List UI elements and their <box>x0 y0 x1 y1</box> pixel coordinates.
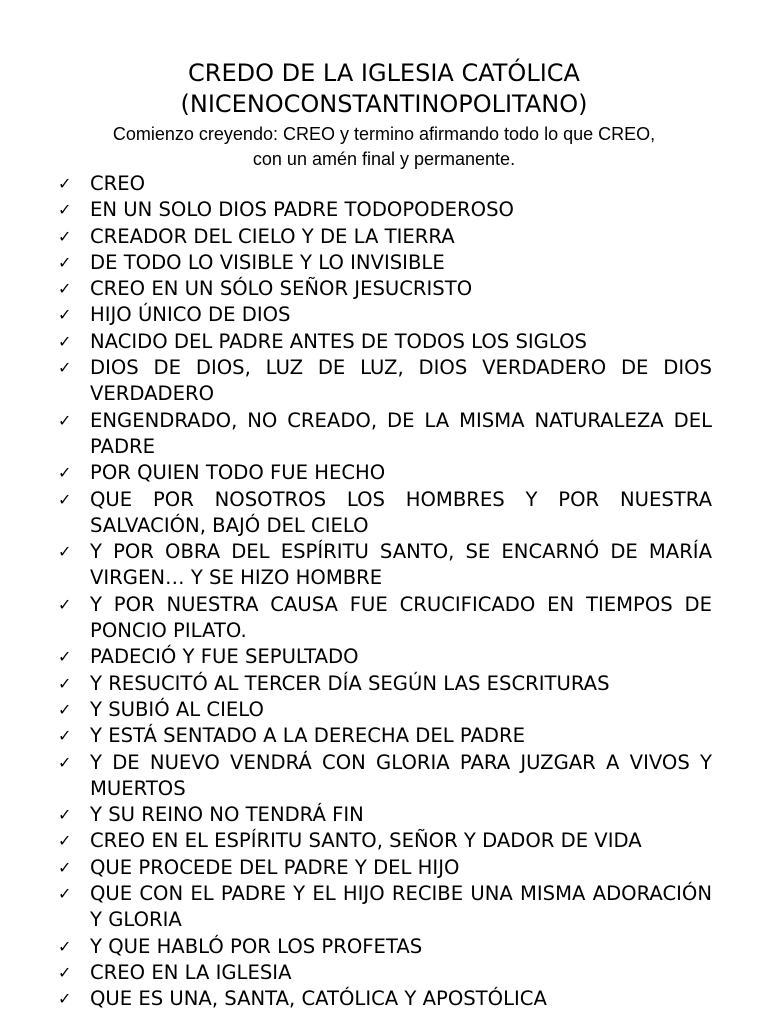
checklist-item-text: Y POR NUESTRA CAUSA FUE CRUCIFICADO EN TIEMPOS DE PONCIO PILATO. <box>90 592 712 643</box>
checklist-item <box>0 460 712 486</box>
checkmark-icon: ✓ <box>58 305 72 325</box>
checklist-item <box>0 539 712 592</box>
checkmark-icon: ✓ <box>58 358 72 378</box>
checklist-item-text: QUE POR NOSOTROS LOS HOMBRES Y POR NUESTRA SALVACIÓN, BAJÓ DEL CIELO <box>90 487 712 537</box>
checklist-item <box>0 934 712 960</box>
checklist-item-text: ENGENDRADO, NO CREADO, DE LA MISMA NATURALEZA DEL PADRE <box>90 408 712 458</box>
checklist-item-text: CREO EN EL ESPÍRITU SANTO, SEÑOR Y DADOR DE VIDA <box>90 829 642 853</box>
checklist-item-text: QUE ES UNA, SANTA, CATÓLICA Y APOSTÓLICA <box>90 987 547 1011</box>
checklist-item <box>0 302 712 328</box>
checkmark-icon: ✓ <box>58 331 72 351</box>
checklist-item-text: Y QUE HABLÓ POR LOS PROFETAS <box>90 934 423 958</box>
checklist-item <box>0 750 712 803</box>
checklist-item-text: DIOS DE DIOS, LUZ DE LUZ, DIOS VERDADERO DE DIOS VERDADERO <box>90 356 712 406</box>
checklist-item-text: HIJO ÚNICO DE DIOS <box>90 303 291 327</box>
checklist-item-text: Y RESUCITÓ AL TERCER DÍA SEGÚN LAS ESCRITURAS <box>90 671 610 695</box>
checklist-item-text: CREO EN UN SÓLO SEÑOR JESUCRISTO <box>90 277 473 301</box>
intro-text-line-1: Comienzo creyendo: CREO y termino afirmando todo lo que CREO, <box>112 124 656 144</box>
checkmark-icon: ✓ <box>58 673 72 693</box>
checklist-item-text: Y POR OBRA DEL ESPÍRITU SANTO, SE ENCARNÓ DE MARÍA VIRGEN… Y SE HIZO HOMBRE <box>90 540 712 590</box>
checkmark-icon: ✓ <box>58 805 72 825</box>
checkmark-icon: ✓ <box>58 489 72 509</box>
checklist-item <box>0 986 712 1012</box>
checkmark-icon: ✓ <box>58 647 72 667</box>
checkmark-icon: ✓ <box>58 699 72 719</box>
checkmark-icon: ✓ <box>58 884 72 904</box>
checkmark-icon: ✓ <box>58 279 72 299</box>
checklist-item <box>0 671 712 697</box>
checkmark-icon: ✓ <box>58 594 72 614</box>
checklist-item-text: QUE CON EL PADRE Y EL HIJO RECIBE UNA MISMA ADORACIÓN Y GLORIA <box>90 882 712 932</box>
intro-text-line-2: con un amén final y permanente. <box>252 149 516 169</box>
checklist-item-text: DE TODO LO VISIBLE Y LO INVISIBLE <box>90 250 445 274</box>
checkmark-icon: ✓ <box>58 542 72 562</box>
checkmark-icon: ✓ <box>58 226 72 246</box>
checklist-item-text: CREO EN LA IGLESIA <box>90 960 292 984</box>
checklist-item <box>0 197 712 223</box>
checklist-item <box>0 960 712 986</box>
checklist-item-text: NACIDO DEL PADRE ANTES DE TODOS LOS SIGLOS <box>90 329 587 353</box>
checklist-item <box>0 802 712 828</box>
checklist-item-text: CREO <box>90 172 146 195</box>
checkmark-icon: ✓ <box>58 726 72 746</box>
checklist-item-text: Y ESTÁ SENTADO A LA DERECHA DEL PADRE <box>90 724 525 748</box>
checklist-item-text: QUE PROCEDE DEL PADRE Y DEL HIJO <box>90 855 460 879</box>
checklist-item <box>0 644 712 670</box>
checklist-item-text: Y SU REINO NO TENDRÁ FIN <box>90 803 364 827</box>
checklist-item <box>0 881 712 934</box>
checklist-item <box>0 697 712 723</box>
checklist-item <box>0 828 712 854</box>
document-title-line-1: CREDO DE LA IGLESIA CATÓLICA <box>188 59 580 87</box>
checkmark-icon: ✓ <box>58 752 72 772</box>
checkmark-icon: ✓ <box>58 857 72 877</box>
checkmark-icon: ✓ <box>58 936 72 956</box>
checkmark-icon: ✓ <box>58 831 72 851</box>
checklist-item <box>0 224 712 250</box>
checkmark-icon: ✓ <box>58 962 72 982</box>
checklist-item-text: Y DE NUEVO VENDRÁ CON GLORIA PARA JUZGAR A VIVOS Y MUERTOS <box>90 750 712 800</box>
checklist-item-text: POR QUIEN TODO FUE HECHO <box>90 461 386 485</box>
checklist-item <box>0 329 712 355</box>
checklist-item <box>0 487 712 540</box>
checklist-item-text: Y SUBIÓ AL CIELO <box>90 697 264 721</box>
checkmark-icon: ✓ <box>58 252 72 272</box>
checkmark-icon: ✓ <box>58 989 72 1009</box>
creed-checklist <box>0 171 768 1013</box>
checklist-item-text: CREADOR DEL CIELO Y DE LA TIERRA <box>90 224 455 248</box>
checklist-item <box>0 408 712 461</box>
checkmark-icon: ✓ <box>58 463 72 483</box>
checklist-item-text: EN UN SOLO DIOS PADRE TODOPODEROSO <box>90 198 514 222</box>
checklist-item <box>0 723 712 749</box>
checkmark-icon: ✓ <box>58 174 72 193</box>
document-title-line-2: (NICENOCONSTANTINOPOLITANO) <box>180 90 588 118</box>
checklist-item <box>0 855 712 881</box>
checklist-item <box>0 592 712 645</box>
checklist-item-text: PADECIÓ Y FUE SEPULTADO <box>90 645 359 669</box>
checklist-item <box>0 250 712 276</box>
checkmark-icon: ✓ <box>58 200 72 220</box>
checkmark-icon: ✓ <box>58 410 72 430</box>
checklist-item <box>0 171 712 197</box>
checklist-item <box>0 276 712 302</box>
checklist-item <box>0 355 712 408</box>
